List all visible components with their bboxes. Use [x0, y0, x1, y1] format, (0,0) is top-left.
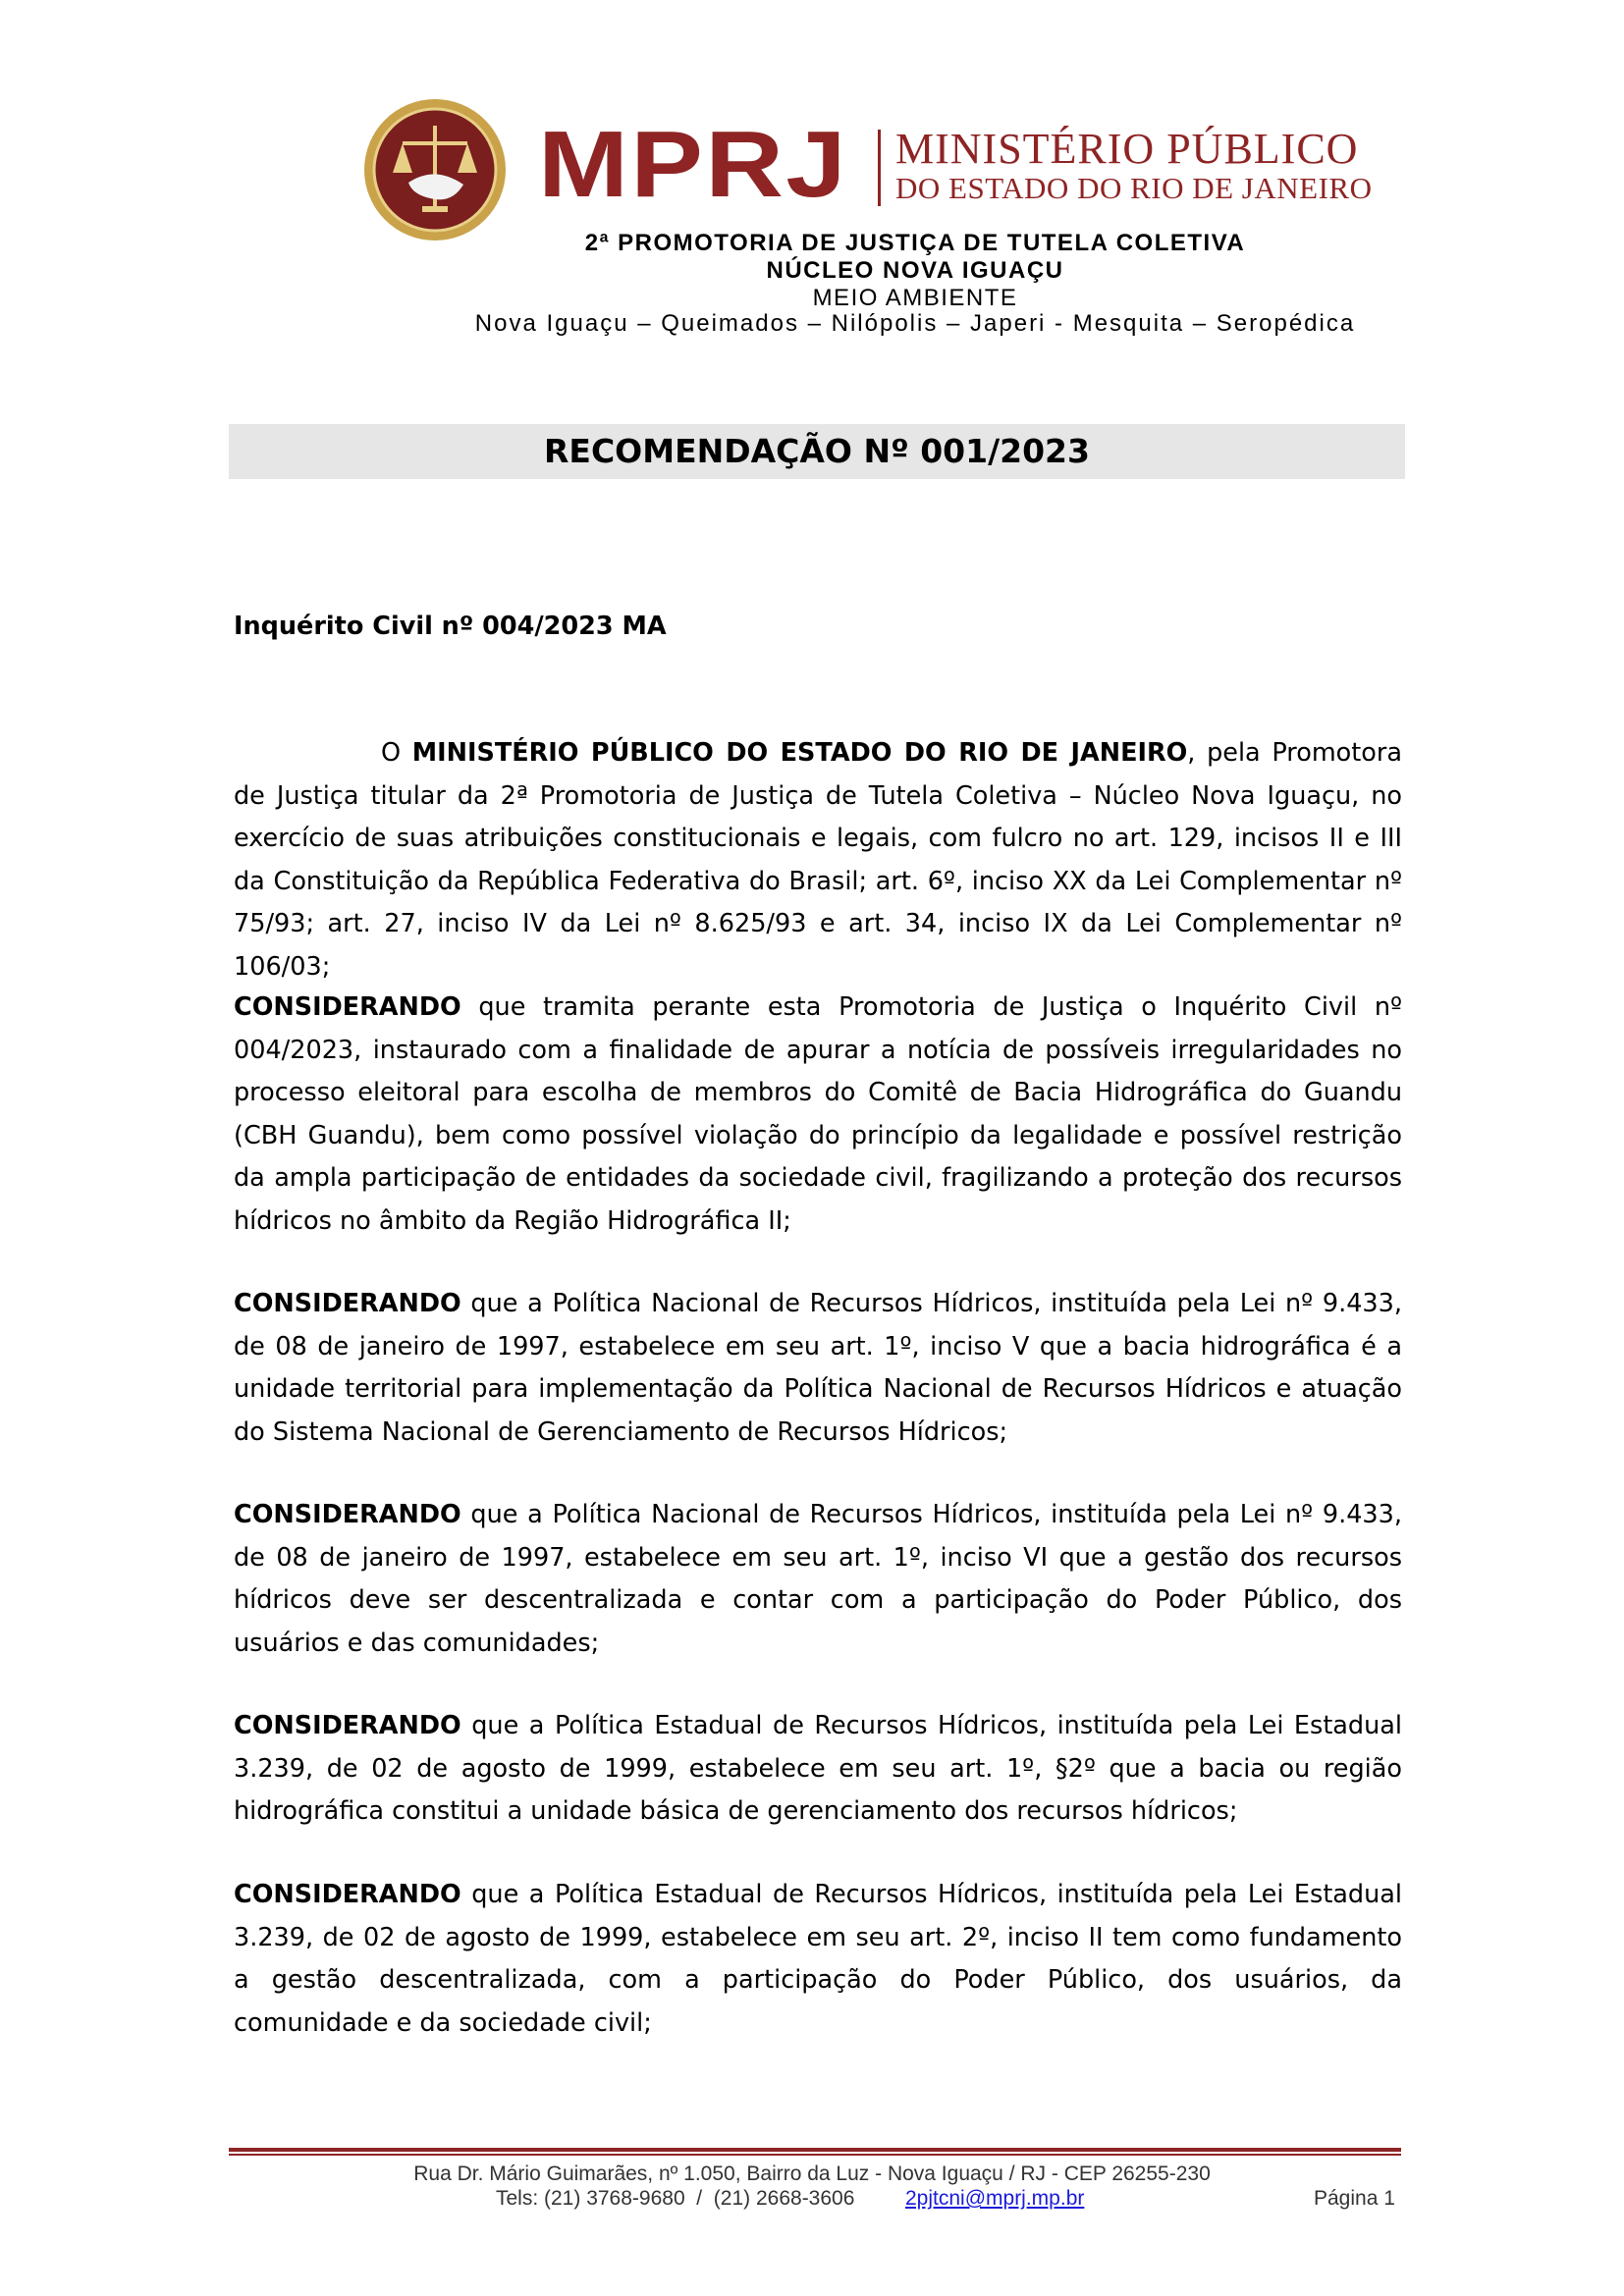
document-title: RECOMENDAÇÃO Nº 001/2023: [544, 432, 1090, 470]
logo-divider: [878, 130, 881, 206]
considerando-label: CONSIDERANDO: [234, 1711, 461, 1740]
considerando-label: CONSIDERANDO: [234, 1880, 461, 1909]
footer-rule-thin: [229, 2154, 1401, 2156]
paragraph-text: que a Política Nacional de Recursos Hídricos, instituída pela Lei nº 9.433, de 08 de janeiro de 1997, estabelece em seu art. 1º, inciso V que a bacia hidrográfica é a unidade territorial para implementação da Política Nacional de Recursos Hídricos e atuação do Sistema Nacional de Gerenciamento de Recursos Hídricos;: [234, 1289, 1402, 1447]
preamble-prefix: O: [381, 738, 412, 768]
mprj-logo-text: MPRJ: [538, 112, 848, 217]
considerando-paragraph: [234, 1874, 1402, 2045]
logo-estado-rio: DO ESTADO DO RIO DE JANEIRO: [895, 171, 1373, 205]
considerando-paragraph: [234, 1705, 1402, 1834]
paragraph-text: que a Política Estadual de Recursos Hídricos, instituída pela Lei Estadual 3.239, de 02 de agosto de 1999, estabelece em seu art. 1º, §2º que a bacia ou região hidrográfica constitui a unidade básica de gerenciamento dos recursos hídricos;: [234, 1711, 1402, 1826]
preamble-paragraph: [234, 732, 1402, 988]
header-area: MEIO AMBIENTE: [812, 285, 1018, 311]
header-promotoria: 2ª PROMOTORIA DE JUSTIÇA DE TUTELA COLETIVA: [584, 230, 1246, 256]
inquerito-reference: Inquérito Civil nº 004/2023 MA: [234, 612, 667, 641]
footer-email-link[interactable]: 2pjtcni@mprj.mp.br: [905, 2187, 1085, 2210]
title-band: [229, 424, 1405, 479]
considerando-label: CONSIDERANDO: [234, 1289, 461, 1318]
considerando-paragraph: [234, 987, 1402, 1243]
considerando-paragraph: [234, 1283, 1402, 1454]
page-number: Página 1: [1314, 2187, 1395, 2210]
footer-rule: [229, 2148, 1401, 2152]
mprj-seal-logo: [361, 96, 509, 243]
header-nucleo: NÚCLEO NOVA IGUAÇU: [766, 257, 1064, 284]
paragraph-text: que a Política Estadual de Recursos Hídricos, instituída pela Lei Estadual 3.239, de 02 de agosto de 1999, estabelece em seu art. 2º, inciso II tem como fundamento a gestão descentralizada, com a participação do Poder Público, dos usuários, da comunidade e da sociedade civil;: [234, 1880, 1402, 2038]
paragraph-text: que tramita perante esta Promotoria de Justiça o Inquérito Civil nº 004/2023, instaurado com a finalidade de apurar a notícia de possíveis irregularidades no processo eleitoral para escolha de membros do Comitê de Bacia Hidrográfica do Guandu (CBH Guandu), bem como possível violação do princípio da legalidade e possível restrição da ampla participação de entidades da sociedade civil, fragilizando a proteção dos recursos hídricos no âmbito da Região Hidrográfica II;: [234, 992, 1402, 1236]
footer-address: Rua Dr. Mário Guimarães, nº 1.050, Bairro da Luz - Nova Iguaçu / RJ - CEP 26255-230: [413, 2163, 1211, 2185]
preamble-rest: , pela Promotora de Justiça titular da 2ª Promotoria de Justiça de Tutela Coletiva – Núcleo Nova Iguaçu, no exercício de suas atribuições constitucionais e legais, com fulcro no art. 129, incisos II e III da Constituição da República Federativa do Brasil; art. 6º, inciso XX da Lei Complementar nº 75/93; art. 27, inciso IV da Lei nº 8.625/93 e art. 34, inciso IX da Lei Complementar nº 106/03;: [234, 738, 1402, 982]
considerando-paragraph: [234, 1494, 1402, 1665]
paragraph-text: que a Política Nacional de Recursos Hídricos, instituída pela Lei nº 9.433, de 08 de janeiro de 1997, estabelece em seu art. 1º, inciso VI que a gestão dos recursos hídricos deve ser descentralizada e contar com a participação do Poder Público, dos usuários e das comunidades;: [234, 1500, 1402, 1658]
logo-ministerio-publico: MINISTÉRIO PÚBLICO: [895, 125, 1359, 173]
header-municipios: Nova Iguaçu – Queimados – Nilópolis – Japeri - Mesquita – Seropédica: [474, 310, 1356, 337]
considerando-label: CONSIDERANDO: [234, 1500, 461, 1529]
footer-phones: Tels: (21) 3768-9680 / (21) 2668-3606: [496, 2187, 855, 2210]
preamble-bold: MINISTÉRIO PÚBLICO DO ESTADO DO RIO DE JANEIRO: [411, 738, 1188, 768]
considerando-label: CONSIDERANDO: [234, 992, 461, 1022]
